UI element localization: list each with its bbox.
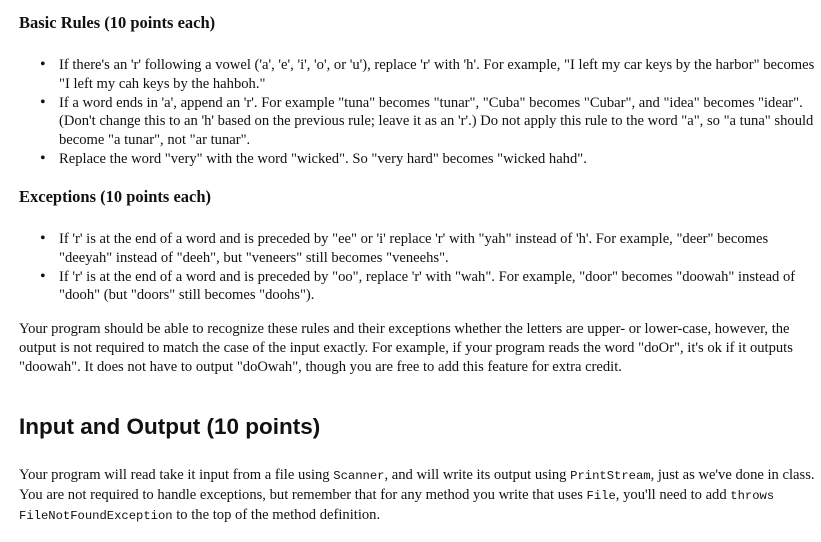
input-output-paragraph: Your program will read take it input from a file using Scanner, and will write its output using PrintStream, just as we've done in class. You are not required to handle exceptions, but remember that for any method you write that uses File, you'll need to add throws FileNotFoundException to the top of the method definition. [19, 467, 815, 523]
basic-rules-list [40, 56, 815, 169]
exception-oo-r: • If 'r' is at the end of a word and is preceded by "oo", replace 'r' with "wah". For example, "door" becomes "doowah" instead of "dooh" (but "doors" still becomes "doohs"). [40, 268, 815, 306]
basic-rules-heading: Basic Rules (10 points each) [19, 13, 216, 32]
throws-code: throws FileNotFoundException [19, 488, 775, 523]
basic-rule-vowel-r: • If there's an 'r' following a vowel ('a', 'e', 'i', 'o', or 'u'), replace 'r' with 'h'. For example, "I left my car keys by the harbor" becomes "I left my cah keys by the hahboh." [40, 56, 815, 94]
exception-ee-i-r: • If 'r' is at the end of a word and is preceded by "ee" or 'i' replace 'r' with "yah" instead of 'h'. For example, "deer" becomes "deeyah" instead of "deeh", but "veneers" still becomes "veneehs". [40, 230, 815, 268]
case-paragraph: Your program should be able to recognize these rules and their exceptions whether the letters are upper- or lower-case, however, the output is not required to match the case of the input exactly. For example, if your program reads the word "doOr", it's ok if it outputs "doowah". It does not have to output "doOwah", though you are free to add this feature for extra credit. [19, 321, 793, 375]
input-output-heading: Input and Output (10 points) [19, 414, 321, 439]
basic-rule-ends-in-a: • If a word ends in 'a', append an 'r'. For example "tuna" becomes "tunar", "Cuba" becomes "Cubar", and "idea" becomes "idear". (Don't change this to an 'h' based on the previous rule; leave it as an 'r'.) Do not apply this rule to the word "a", so "a tuna" should become "a tunar", not "ar tunar". [40, 94, 815, 150]
basic-rule-very-wicked: • Replace the word "very" with the word "wicked". So "very hard" becomes "wicked hahd". [40, 150, 815, 169]
scanner-code: Scanner [333, 469, 385, 483]
file-code: File [586, 488, 616, 503]
exceptions-list [40, 230, 815, 305]
printstream-code: PrintStream [570, 469, 651, 483]
exceptions-heading: Exceptions (10 points each) [19, 187, 212, 206]
